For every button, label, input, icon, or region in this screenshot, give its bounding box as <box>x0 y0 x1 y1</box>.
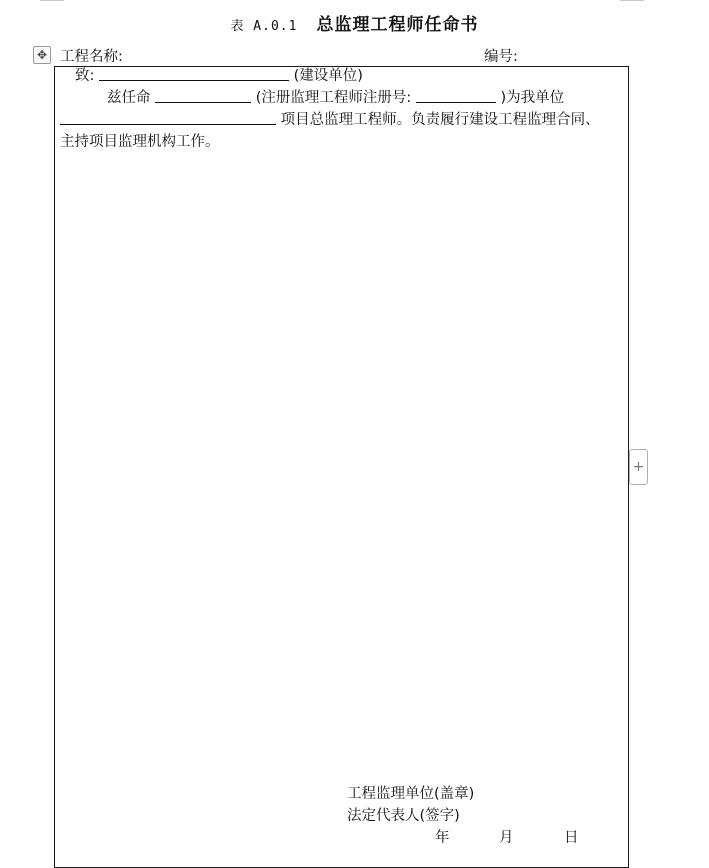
to-prefix: 致: <box>75 68 95 84</box>
table-move-handle-icon[interactable]: ✥ <box>33 46 51 64</box>
date-month-label: 月 <box>499 830 514 846</box>
legal-representative-label: 法定代表人(签字) <box>347 808 460 824</box>
registration-label: (注册监理工程师注册号: <box>255 90 412 106</box>
client-suffix: (建设单位) <box>293 68 363 84</box>
project-suffix: 项目总监理工程师。负责履行建设工程监理合同、 <box>280 112 600 128</box>
client-blank[interactable] <box>99 66 289 81</box>
registration-suffix: )为我单位 <box>500 90 565 106</box>
project-blank[interactable] <box>60 110 276 125</box>
registration-blank[interactable] <box>416 88 496 103</box>
form-table <box>54 66 629 868</box>
form-code: 表 A.0.1 <box>230 19 298 34</box>
page-corner-mark-left <box>40 0 64 1</box>
appoint-prefix: 兹任命 <box>107 90 151 106</box>
appointee-blank[interactable] <box>155 88 251 103</box>
page-corner-mark-right <box>620 0 644 1</box>
date-day-label: 日 <box>564 830 579 846</box>
appointment-line <box>107 88 564 108</box>
addressee-line <box>75 66 363 86</box>
duty-line: 主持项目监理机构工作。 <box>60 134 220 150</box>
add-column-plus-icon[interactable]: + <box>629 449 648 485</box>
form-title-text: 总监理工程师任命书 <box>316 15 479 35</box>
date-year-label: 年 <box>435 830 450 846</box>
project-line <box>60 110 600 130</box>
number-label: 编号: <box>484 49 518 65</box>
form-title <box>0 10 709 35</box>
supervision-unit-seal-label: 工程监理单位(盖章) <box>347 786 475 802</box>
project-name-label: 工程名称: <box>60 49 123 65</box>
